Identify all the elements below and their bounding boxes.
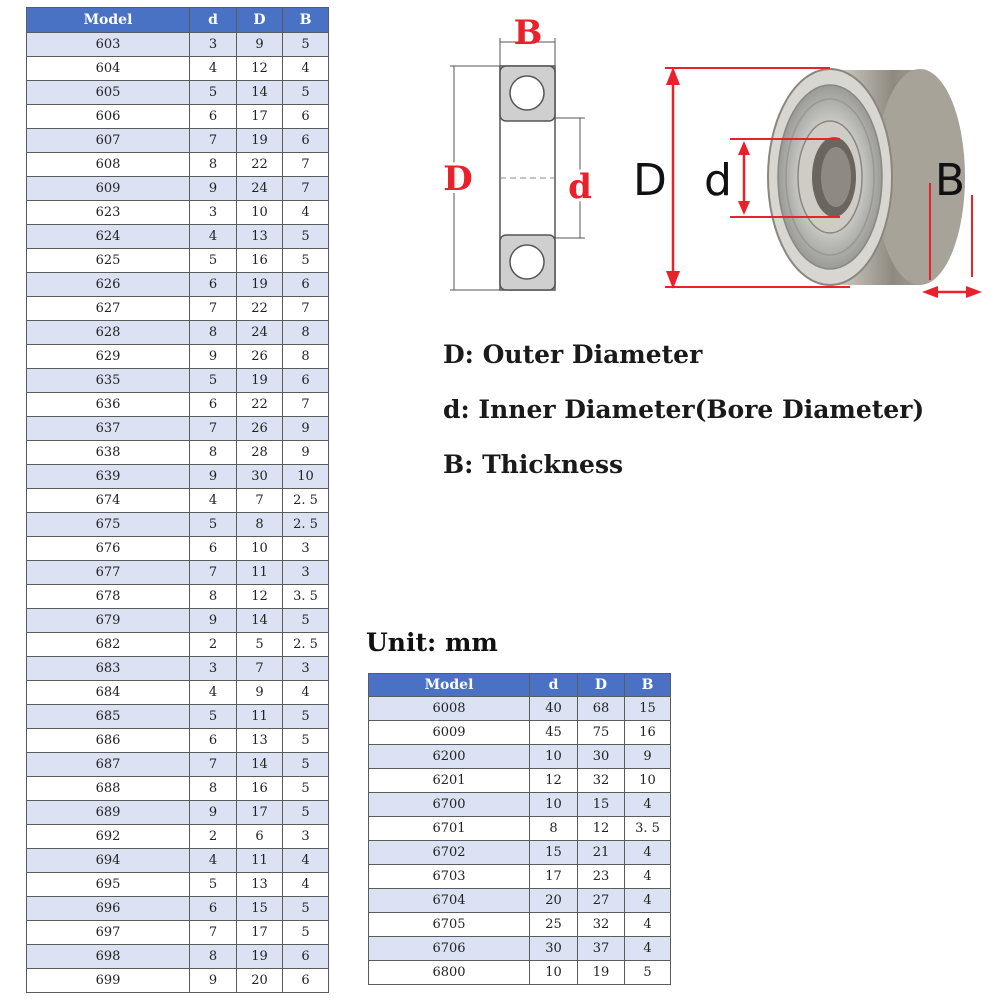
table-cell: 9: [625, 745, 671, 769]
table-cell: 5: [190, 705, 237, 729]
table-cell: 4: [625, 889, 671, 913]
table-cell: 679: [27, 609, 190, 633]
table-cell: 2: [190, 633, 237, 657]
table-cell: 12: [530, 769, 578, 793]
table-cell: 10: [625, 769, 671, 793]
table-row: [27, 705, 329, 729]
table-cell: 8: [190, 585, 237, 609]
table-cell: 8: [237, 513, 283, 537]
table-cell: 4: [190, 849, 237, 873]
table-cell: 635: [27, 369, 190, 393]
table-cell: 12: [237, 57, 283, 81]
table-cell: 26: [237, 417, 283, 441]
table-cell: 5: [283, 921, 329, 945]
table-cell: 9: [190, 177, 237, 201]
table-cell: 6701: [369, 817, 530, 841]
table-cell: 6: [190, 537, 237, 561]
table-cell: 4: [190, 489, 237, 513]
table-cell: 687: [27, 753, 190, 777]
table-cell: 5: [190, 81, 237, 105]
table-cell: 9: [190, 969, 237, 993]
table-cell: 10: [283, 465, 329, 489]
table-cell: 6009: [369, 721, 530, 745]
table-cell: 6800: [369, 961, 530, 985]
table-cell: 12: [237, 585, 283, 609]
table-cell: 22: [237, 393, 283, 417]
table-row: [27, 201, 329, 225]
table-cell: 24: [237, 321, 283, 345]
table-cell: 7: [283, 393, 329, 417]
table-cell: 699: [27, 969, 190, 993]
legend-thickness: B: Thickness: [443, 450, 624, 479]
table-row: [27, 57, 329, 81]
table-cell: 27: [578, 889, 625, 913]
table-cell: 4: [190, 57, 237, 81]
table-cell: 6706: [369, 937, 530, 961]
table-cell: 19: [237, 273, 283, 297]
column-header: B: [283, 8, 329, 33]
table-cell: 4: [625, 865, 671, 889]
table-cell: 11: [237, 561, 283, 585]
table-cell: 7: [190, 561, 237, 585]
table-cell: 14: [237, 81, 283, 105]
table-cell: 623: [27, 201, 190, 225]
table-cell: 638: [27, 441, 190, 465]
table-cell: 7: [190, 921, 237, 945]
table-row: [369, 721, 671, 745]
table-row: [27, 921, 329, 945]
table-cell: 10: [237, 201, 283, 225]
bearing-size-table-main: [26, 7, 329, 993]
table-cell: 7: [283, 153, 329, 177]
table-row: [369, 769, 671, 793]
table-cell: 678: [27, 585, 190, 609]
table-cell: 7: [190, 753, 237, 777]
table-cell: 30: [237, 465, 283, 489]
column-header: Model: [369, 674, 530, 697]
ball-top-icon: [510, 76, 544, 110]
table-cell: 4: [625, 913, 671, 937]
photo-label-B: B: [934, 155, 966, 206]
bearing-cross-section-diagram: [440, 8, 600, 298]
table-cell: 604: [27, 57, 190, 81]
table-cell: 5: [283, 609, 329, 633]
table-cell: 6: [190, 273, 237, 297]
table-cell: 17: [237, 801, 283, 825]
table-cell: 45: [530, 721, 578, 745]
table-cell: 19: [578, 961, 625, 985]
column-header: d: [190, 8, 237, 33]
table-cell: 6: [190, 105, 237, 129]
table-cell: 19: [237, 129, 283, 153]
table-cell: 5: [190, 513, 237, 537]
table-cell: 9: [283, 441, 329, 465]
table-cell: 5: [625, 961, 671, 985]
table-cell: 6: [190, 729, 237, 753]
table-cell: 636: [27, 393, 190, 417]
table-cell: 32: [578, 769, 625, 793]
table-row: [27, 105, 329, 129]
table-row: [27, 777, 329, 801]
column-header: D: [237, 8, 283, 33]
table-row: [369, 745, 671, 769]
table-cell: 20: [530, 889, 578, 913]
table-cell: 30: [578, 745, 625, 769]
table-cell: 5: [283, 777, 329, 801]
table-row: [27, 753, 329, 777]
bearing-photo-illustration: [620, 55, 995, 310]
table-cell: 4: [283, 849, 329, 873]
table-cell: 6: [283, 129, 329, 153]
table-cell: 6: [283, 273, 329, 297]
table-cell: 2. 5: [283, 633, 329, 657]
table-cell: 11: [237, 705, 283, 729]
table-cell: 626: [27, 273, 190, 297]
table-cell: 6: [283, 369, 329, 393]
table-cell: 676: [27, 537, 190, 561]
table-cell: 9: [190, 465, 237, 489]
table-cell: 5: [237, 633, 283, 657]
table-row: [369, 817, 671, 841]
table-cell: 11: [237, 849, 283, 873]
table-cell: 30: [530, 937, 578, 961]
table-cell: 698: [27, 945, 190, 969]
table-row: [369, 697, 671, 721]
table-cell: 4: [625, 841, 671, 865]
table-cell: 3. 5: [283, 585, 329, 609]
table-cell: 19: [237, 945, 283, 969]
table-cell: 23: [578, 865, 625, 889]
table-cell: 19: [237, 369, 283, 393]
table-cell: 606: [27, 105, 190, 129]
table-cell: 605: [27, 81, 190, 105]
table-cell: 2. 5: [283, 489, 329, 513]
table-cell: 4: [283, 873, 329, 897]
table-cell: 8: [283, 321, 329, 345]
table-row: [27, 825, 329, 849]
table-cell: 6702: [369, 841, 530, 865]
table-cell: 4: [283, 201, 329, 225]
table-cell: 697: [27, 921, 190, 945]
table-cell: 3: [283, 561, 329, 585]
table-row: [27, 249, 329, 273]
table-cell: 6200: [369, 745, 530, 769]
table-cell: 15: [625, 697, 671, 721]
column-header: d: [530, 674, 578, 697]
table-row: [369, 793, 671, 817]
table-cell: 12: [578, 817, 625, 841]
table-row: [27, 345, 329, 369]
table-cell: 696: [27, 897, 190, 921]
table-cell: 677: [27, 561, 190, 585]
table-cell: 4: [283, 681, 329, 705]
table-cell: 3: [283, 825, 329, 849]
table-cell: 68: [578, 697, 625, 721]
table-cell: 686: [27, 729, 190, 753]
table-cell: 8: [190, 945, 237, 969]
table-cell: 15: [237, 897, 283, 921]
table-row: [27, 489, 329, 513]
table-row: [27, 801, 329, 825]
table-cell: 17: [530, 865, 578, 889]
table-cell: 9: [190, 801, 237, 825]
table-row: [27, 417, 329, 441]
table-cell: 10: [237, 537, 283, 561]
table-cell: 32: [578, 913, 625, 937]
table-row: [27, 873, 329, 897]
table-cell: 7: [283, 297, 329, 321]
table-cell: 5: [283, 801, 329, 825]
table-cell: 5: [283, 897, 329, 921]
unit-label: Unit: mm: [366, 628, 498, 657]
table-cell: 639: [27, 465, 190, 489]
table-cell: 6: [283, 969, 329, 993]
table-cell: 3: [190, 657, 237, 681]
table-cell: 5: [190, 873, 237, 897]
table-cell: 5: [283, 705, 329, 729]
table-cell: 688: [27, 777, 190, 801]
table-row: [27, 33, 329, 57]
table-cell: 6703: [369, 865, 530, 889]
table-cell: 682: [27, 633, 190, 657]
table-cell: 3. 5: [625, 817, 671, 841]
table-cell: 4: [625, 937, 671, 961]
table-cell: 26: [237, 345, 283, 369]
table-cell: 6: [283, 105, 329, 129]
table-row: [27, 225, 329, 249]
table-row: [27, 81, 329, 105]
column-header: Model: [27, 8, 190, 33]
table-cell: 8: [190, 777, 237, 801]
table-row: [369, 913, 671, 937]
table-cell: 16: [237, 249, 283, 273]
table-cell: 22: [237, 153, 283, 177]
table-cell: 13: [237, 729, 283, 753]
table-cell: 4: [190, 681, 237, 705]
table-cell: 8: [190, 321, 237, 345]
table-cell: 10: [530, 961, 578, 985]
photo-label-d: d: [704, 155, 732, 206]
table-cell: 3: [283, 537, 329, 561]
table-cell: 629: [27, 345, 190, 369]
table-row: [369, 841, 671, 865]
table-cell: 7: [190, 129, 237, 153]
table-row: [27, 297, 329, 321]
table-row: [27, 945, 329, 969]
table-cell: 6201: [369, 769, 530, 793]
table-row: [27, 585, 329, 609]
table-cell: 25: [530, 913, 578, 937]
table-row: [27, 369, 329, 393]
table-row: [27, 177, 329, 201]
table-row: [27, 657, 329, 681]
dimension-label-B: B: [513, 13, 543, 53]
table-cell: 3: [190, 33, 237, 57]
table-cell: 689: [27, 801, 190, 825]
table-cell: 4: [283, 57, 329, 81]
table-row: [27, 153, 329, 177]
table-header: [369, 674, 671, 697]
table-row: [27, 897, 329, 921]
table-row: [369, 961, 671, 985]
table-cell: 7: [190, 417, 237, 441]
table-cell: 2: [190, 825, 237, 849]
table-row: [27, 609, 329, 633]
table-row: [27, 129, 329, 153]
table-cell: 674: [27, 489, 190, 513]
table-cell: 684: [27, 681, 190, 705]
table-row: [27, 729, 329, 753]
legend-inner-diameter: d: Inner Diameter(Bore Diameter): [443, 395, 925, 424]
table-cell: 692: [27, 825, 190, 849]
table-cell: 624: [27, 225, 190, 249]
table-cell: 40: [530, 697, 578, 721]
table-row: [27, 273, 329, 297]
table-cell: 5: [283, 33, 329, 57]
ball-bottom-icon: [510, 245, 544, 279]
table-cell: 8: [530, 817, 578, 841]
table-row: [369, 865, 671, 889]
table-cell: 603: [27, 33, 190, 57]
table-cell: 14: [237, 753, 283, 777]
table-cell: 9: [190, 345, 237, 369]
table-cell: 10: [530, 793, 578, 817]
table-cell: 694: [27, 849, 190, 873]
table-cell: 15: [578, 793, 625, 817]
column-header: D: [578, 674, 625, 697]
table-row: [27, 441, 329, 465]
table-cell: 6: [190, 393, 237, 417]
table-cell: 695: [27, 873, 190, 897]
bearing-size-table-secondary: [368, 673, 671, 985]
table-cell: 7: [283, 177, 329, 201]
table-cell: 628: [27, 321, 190, 345]
photo-label-D: D: [633, 155, 667, 206]
table-cell: 4: [625, 793, 671, 817]
table-cell: 20: [237, 969, 283, 993]
table-cell: 7: [237, 657, 283, 681]
column-header: B: [625, 674, 671, 697]
table-row: [27, 969, 329, 993]
table-row: [27, 321, 329, 345]
table-cell: 75: [578, 721, 625, 745]
table-cell: 3: [283, 657, 329, 681]
table-row: [27, 513, 329, 537]
table-cell: 17: [237, 921, 283, 945]
table-cell: 675: [27, 513, 190, 537]
table-row: [27, 537, 329, 561]
table-cell: 6008: [369, 697, 530, 721]
table-cell: 607: [27, 129, 190, 153]
table-cell: 14: [237, 609, 283, 633]
table-cell: 9: [237, 681, 283, 705]
table-cell: 6: [237, 825, 283, 849]
table-cell: 5: [190, 249, 237, 273]
table-cell: 15: [530, 841, 578, 865]
table-cell: 627: [27, 297, 190, 321]
dimension-label-d: d: [568, 167, 592, 207]
table-cell: 7: [237, 489, 283, 513]
table-row: [369, 889, 671, 913]
table-cell: 6: [283, 945, 329, 969]
table-cell: 8: [190, 153, 237, 177]
table-cell: 9: [190, 609, 237, 633]
table-cell: 9: [237, 33, 283, 57]
table-cell: 685: [27, 705, 190, 729]
table-cell: 16: [237, 777, 283, 801]
table-row: [27, 633, 329, 657]
table-cell: 6705: [369, 913, 530, 937]
table-cell: 5: [283, 81, 329, 105]
table-row: [27, 561, 329, 585]
table-cell: 9: [283, 417, 329, 441]
table-cell: 17: [237, 105, 283, 129]
table-cell: 13: [237, 225, 283, 249]
table-cell: 5: [283, 225, 329, 249]
table-cell: 8: [283, 345, 329, 369]
table-cell: 6700: [369, 793, 530, 817]
table-cell: 609: [27, 177, 190, 201]
dimension-label-D: D: [443, 159, 473, 199]
table-cell: 608: [27, 153, 190, 177]
table-cell: 6: [190, 897, 237, 921]
table-row: [27, 393, 329, 417]
table-cell: 24: [237, 177, 283, 201]
table-cell: 16: [625, 721, 671, 745]
table-row: [27, 465, 329, 489]
table-cell: 683: [27, 657, 190, 681]
table-cell: 5: [283, 729, 329, 753]
table-cell: 13: [237, 873, 283, 897]
table-cell: 10: [530, 745, 578, 769]
legend-outer-diameter: D: Outer Diameter: [443, 340, 703, 369]
table-cell: 37: [578, 937, 625, 961]
table-row: [27, 681, 329, 705]
table-cell: 4: [190, 225, 237, 249]
table-row: [27, 849, 329, 873]
table-cell: 5: [283, 249, 329, 273]
table-cell: 8: [190, 441, 237, 465]
table-cell: 637: [27, 417, 190, 441]
table-cell: 5: [283, 753, 329, 777]
table-cell: 625: [27, 249, 190, 273]
table-cell: 6704: [369, 889, 530, 913]
table-cell: 5: [190, 369, 237, 393]
table-cell: 21: [578, 841, 625, 865]
table-cell: 28: [237, 441, 283, 465]
table-cell: 2. 5: [283, 513, 329, 537]
table-cell: 22: [237, 297, 283, 321]
table-header: [27, 8, 329, 33]
table-row: [369, 937, 671, 961]
table-cell: 3: [190, 201, 237, 225]
table-cell: 7: [190, 297, 237, 321]
